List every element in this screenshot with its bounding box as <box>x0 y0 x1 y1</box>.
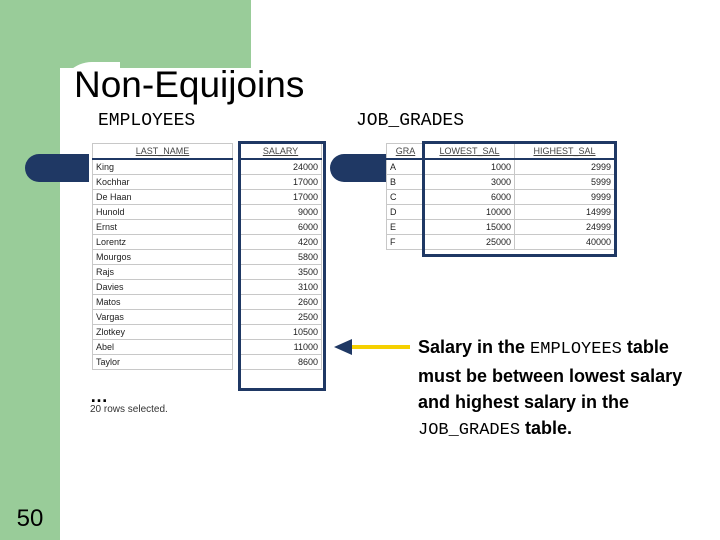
last-name-cell: Ernst <box>93 220 233 235</box>
slide-number: 50 <box>16 505 44 532</box>
highest-sal-cell: 14999 <box>515 205 615 220</box>
rows-selected-note: 20 rows selected. <box>90 404 168 415</box>
salary-cell: 2500 <box>240 310 322 325</box>
highest-sal-cell: 2999 <box>515 159 615 175</box>
lowest-sal-cell: 25000 <box>425 235 515 250</box>
salary-cell: 3100 <box>240 280 322 295</box>
last-name-cell: Mourgos <box>93 250 233 265</box>
grade-cell: F <box>387 235 425 250</box>
salary-cell: 4200 <box>240 235 322 250</box>
last-name-cell: Kochhar <box>93 175 233 190</box>
grade-cell: D <box>387 205 425 220</box>
left-navy-bar <box>25 154 89 182</box>
salary-cell: 17000 <box>240 175 322 190</box>
left-green-band <box>0 0 60 540</box>
salary-column-highlight <box>238 141 326 391</box>
last-name-cell: Vargas <box>93 310 233 325</box>
arrow-left-icon <box>332 337 412 357</box>
last-name-cell: King <box>93 159 233 175</box>
salary-cell: 8600 <box>240 355 322 370</box>
last-name-cell: Hunold <box>93 205 233 220</box>
salary-cell: 5800 <box>240 250 322 265</box>
last-name-cell: Zlotkey <box>93 325 233 340</box>
employees-table-label: EMPLOYEES <box>98 111 196 131</box>
salary-cell: 6000 <box>240 220 322 235</box>
last-name-cell: Abel <box>93 340 233 355</box>
grade-cell: E <box>387 220 425 235</box>
col-header-grade: GRA <box>387 144 425 160</box>
salary-range-highlight <box>422 141 617 257</box>
last-name-cell: Taylor <box>93 355 233 370</box>
grade-cell: C <box>387 190 425 205</box>
grade-cell: B <box>387 175 425 190</box>
col-header-highest-sal: HIGHEST_SAL <box>515 144 615 160</box>
last-name-cell: De Haan <box>93 190 233 205</box>
last-name-cell: Matos <box>93 295 233 310</box>
highest-sal-cell: 5999 <box>515 175 615 190</box>
lowest-sal-cell: 1000 <box>425 159 515 175</box>
last-name-cell: Lorentz <box>93 235 233 250</box>
slide-title: Non-Equijoins <box>74 64 305 105</box>
highest-sal-cell: 9999 <box>515 190 615 205</box>
salary-cell: 17000 <box>240 190 322 205</box>
lowest-sal-cell: 6000 <box>425 190 515 205</box>
col-header-last-name: LAST_NAME <box>93 144 233 160</box>
last-name-cell: Davies <box>93 280 233 295</box>
highest-sal-cell: 24999 <box>515 220 615 235</box>
grade-cell: A <box>387 159 425 175</box>
salary-cell: 10500 <box>240 325 322 340</box>
highest-sal-cell: 40000 <box>515 235 615 250</box>
explanation-text: Salary in the EMPLOYEES table must be between lowest salary and highest salary in the JOB_GRADES table. <box>418 337 683 440</box>
lowest-sal-cell: 15000 <box>425 220 515 235</box>
job-grades-table-label: JOB_GRADES <box>356 111 465 131</box>
salary-cell: 3500 <box>240 265 322 280</box>
salary-cell: 2600 <box>240 295 322 310</box>
col-header-salary: SALARY <box>240 144 322 160</box>
right-navy-bar <box>330 154 386 182</box>
lowest-sal-cell: 10000 <box>425 205 515 220</box>
last-name-cell: Rajs <box>93 265 233 280</box>
salary-cell: 24000 <box>240 159 322 175</box>
salary-cell: 9000 <box>240 205 322 220</box>
salary-cell: 11000 <box>240 340 322 355</box>
top-green-band <box>60 0 251 68</box>
lowest-sal-cell: 3000 <box>425 175 515 190</box>
ellipsis: … <box>90 386 109 406</box>
col-header-lowest-sal: LOWEST_SAL <box>425 144 515 160</box>
